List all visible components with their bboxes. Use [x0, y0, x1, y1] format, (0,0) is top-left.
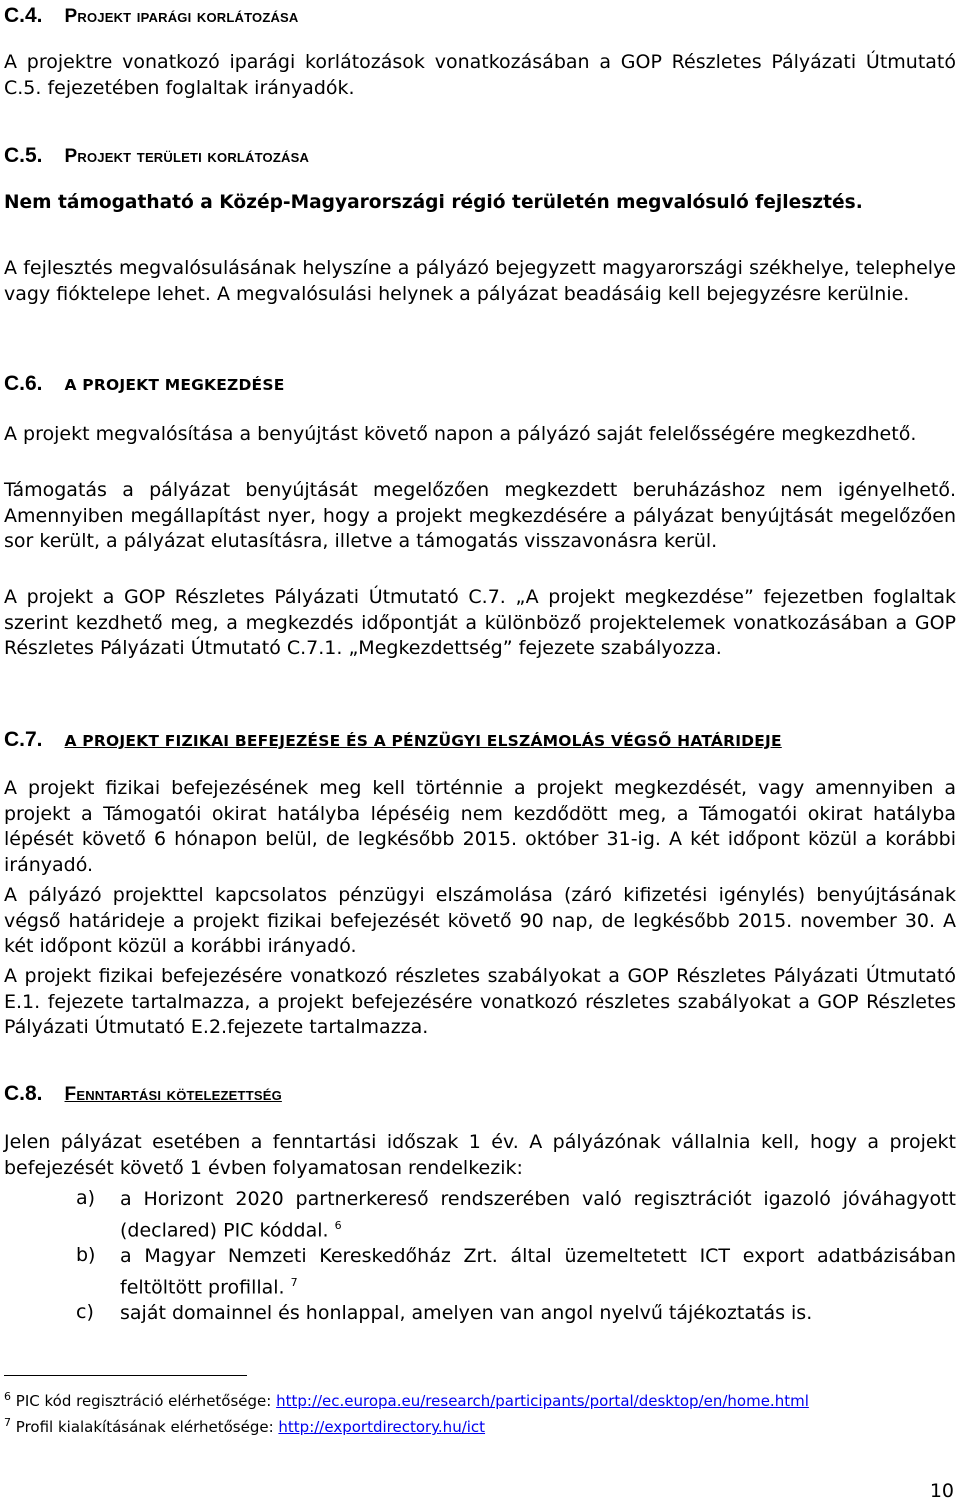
footnote-link[interactable]: http://exportdirectory.hu/ict: [278, 1418, 486, 1436]
bold-statement-c5: Nem támogatható a Közép-Magyarországi régió területén megvalósuló fejlesztés.: [4, 192, 863, 213]
footnote: [4, 1390, 809, 1410]
footnote-link[interactable]: http://ec.europa.eu/research/participants/portal/desktop/en/home.html: [276, 1392, 809, 1410]
heading-c7: [4, 728, 782, 752]
footnote-divider: [4, 1375, 247, 1376]
heading-number: C.7.: [4, 728, 43, 751]
list-item-text: a Magyar Nemzeti Kereskedőház Zrt. által üzemeltetett ICT export adatbázisában feltöltött profillal.: [120, 1245, 956, 1298]
paragraph-c8-intro: Jelen pályázat esetében a fenntartási időszak 1 év. A pályázónak vállalnia kell, hogy a projekt befejezését követő 1 évben folyamatosan rendelkezik:: [4, 1131, 956, 1179]
list-item: [120, 1244, 956, 1301]
footnote-ref[interactable]: 7: [290, 1275, 298, 1289]
footnote: [4, 1416, 485, 1436]
list-item: [120, 1187, 956, 1244]
heading-c5: [4, 144, 309, 168]
list-item-label: b): [76, 1244, 96, 1266]
heading-title: A PROJEKT MEGKEZDÉSE: [64, 376, 285, 394]
paragraph-c6-2: Támogatás a pályázat benyújtását megelőzően megkezdett beruházáshoz nem igényelhető. Amennyiben megállapítást nyer, hogy a projekt megkezdésére a pályázat benyújtását megelőzően sor került, a pályázat elutasításra, illetve a támogatás visszavonásra kerül.: [4, 479, 956, 553]
footnote-text: PIC kód regisztráció elérhetősége:: [15, 1392, 277, 1410]
footnote-number: 7: [4, 1416, 11, 1429]
heading-title: Projekt iparági korlátozása: [64, 6, 299, 27]
paragraph-c7-1: A projekt fizikai befejezésének meg kell történnie a projekt megkezdését, vagy amennyiben a projekt a Támogatói okirat hatályba lépéséig nem kezdődött meg, a Támogatói okirat hatályba lépését követő 6 hónapon belül, de legkésőbb 2015. október 31-ig. A két időpont közül a korábbi irányadó.: [4, 777, 956, 876]
paragraph-c4: A projektre vonatkozó iparági korlátozások vonatkozásában a GOP Részletes Pályázati Útmutató C.5. fejezetében foglaltak irányadók.: [4, 51, 956, 99]
heading-number: C.6.: [4, 372, 43, 395]
list-item-label: c): [76, 1301, 94, 1323]
footnote-text: Profil kialakításának elérhetősége:: [15, 1418, 279, 1436]
footnote-number: 6: [4, 1390, 11, 1403]
paragraph-c6-1: A projekt megvalósítása a benyújtást követő napon a pályázó saját felelősségére megkezdhető.: [4, 423, 917, 445]
heading-number: C.4.: [4, 4, 43, 27]
list-item: [120, 1301, 956, 1327]
heading-c6: [4, 372, 285, 396]
heading-c8: [4, 1082, 282, 1106]
paragraph-c6-3: A projekt a GOP Részletes Pályázati Útmutató C.7. „A projekt megkezdése” fejezetben foglaltak szerint kezdhető meg, a megkezdés időpontját a különböző projektelemek vonatkozásában a GOP Részletes Pályázati Útmutató C.7.1. „Megkezdettség” fejezete szabályozza.: [4, 586, 956, 660]
heading-number: C.5.: [4, 144, 43, 167]
paragraph-c5: A fejlesztés megvalósulásának helyszíne a pályázó bejegyzett magyarországi székhelye, telephelye vagy fióktelepe lehet. A megvalósulási helynek a pályázat beadásáig kell bejegyzésre kerülnie.: [4, 257, 956, 305]
list-item-label: a): [76, 1187, 96, 1209]
heading-title: Fenntartási kötelezettség: [64, 1084, 282, 1105]
footnote-ref[interactable]: 6: [334, 1218, 342, 1232]
heading-title: A PROJEKT FIZIKAI BEFEJEZÉSE ÉS A PÉNZÜGYI ELSZÁMOLÁS VÉGSŐ HATÁRIDEJE: [64, 732, 782, 750]
heading-title: Projekt területi korlátozása: [64, 146, 310, 167]
paragraph-c7-2: A pályázó projekttel kapcsolatos pénzügyi elszámolása (záró kifizetési igénylés) benyújtásának végső határideje a projekt fizikai befejezését követő 90 nap, de legkésőbb 2015. november 30. A két időpont közül a korábbi irányadó.: [4, 884, 956, 958]
list-item-text: a Horizont 2020 partnerkereső rendszerében való regisztrációt igazoló jóváhagyott (declared) PIC kóddal.: [120, 1188, 956, 1241]
page-number: 10: [929, 1480, 954, 1502]
paragraph-c7-3: A projekt fizikai befejezésére vonatkozó részletes szabályokat a GOP Részletes Pályázati Útmutató E.1. fejezete tartalmazza, a projekt befejezésére vonatkozó részletes szabályokat a GOP Részletes Pályázati Útmutató E.2.fejezete tartalmazza.: [4, 965, 956, 1039]
heading-number: C.8.: [4, 1082, 43, 1105]
list-item-text: saját domainnel és honlappal, amelyen van angol nyelvű tájékoztatás is.: [120, 1302, 813, 1324]
heading-c4: [4, 4, 299, 28]
